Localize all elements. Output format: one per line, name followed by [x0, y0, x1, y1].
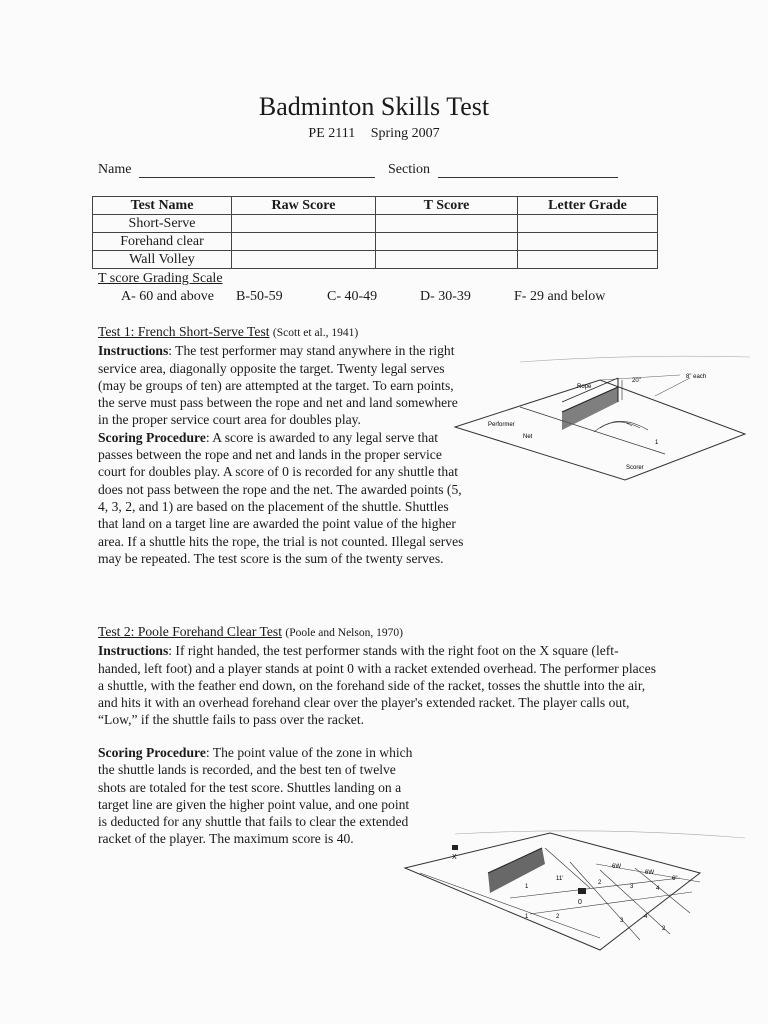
diagram-label-height: 20"	[632, 378, 641, 384]
test2-heading: Test 2: Poole Forehand Clear Test	[98, 624, 282, 639]
grade-d: D- 30-39	[420, 289, 471, 304]
col-header: T Score	[376, 197, 518, 215]
zone-label: 4	[644, 914, 648, 920]
test2-instructions-text: : If right handed, the test performer stands with the right foot on the X square (left-handed, left foot) and a player stands at point 0 with a racket extended overhead. The performer places a shuttle, with the feather end down, on the forehand side of the racket, tosses the shuttle into the air, and hits it with an overhead forehand clear over the player's extended racket. The player calls out, “Low,” if the shuttle fails to pass over the racket.	[98, 643, 657, 728]
diagram-label-net: Net	[523, 434, 533, 440]
zone-label: 2	[556, 914, 560, 920]
test1-scoring-text: : A score is awarded to any legal serve that passes between the rope and net and lands in the proper service court for doubles play. A score of 0 is recorded for any shuttle that does not pass between the rope and the net. The awarded points (5, 4, 3, 2, and 1) are based on the placement of the shuttle. Shuttles that land on a target line are awarded the point value of the higher area. If a shuttle hits the rope, the trial is not counted. Illegal serves may be repeated. The test score is the sum of the twenty serves.	[98, 429, 464, 566]
raw-score-cell	[232, 215, 376, 233]
test2-citation: (Poole and Nelson, 1970)	[285, 627, 403, 639]
table-row	[93, 215, 658, 233]
section-blank	[438, 163, 618, 178]
raw-score-cell	[232, 233, 376, 251]
diagram-label-performer: Performer	[488, 422, 515, 428]
score-table	[92, 196, 658, 269]
grading-scale-title: T score Grading Scale	[98, 271, 223, 286]
diagram-label-6in: 6"	[672, 876, 678, 882]
test1-instructions-label: Instructions	[98, 343, 169, 359]
diagram-label-each: 8" each	[686, 374, 707, 380]
table-row	[93, 251, 658, 269]
course-code: PE 2111	[308, 126, 356, 141]
test2-scoring-text: : The point value of the zone in which the shuttle lands is recorded, and the best ten of twelve shots are totaled for the test score. Shuttles landing on a target line are given the higher point value, and one point is deducted for any shuttle that fails to clear the extended racket of the player. The maximum score is 40.	[98, 745, 413, 847]
page-title: Badminton Skills Test	[258, 92, 490, 121]
test1-citation: (Scott et al., 1941)	[272, 327, 359, 339]
forehand-clear-diagram	[400, 818, 745, 954]
test-name-cell: Short-Serve	[93, 215, 232, 233]
zone-label: 2	[662, 926, 666, 932]
grade-c: C- 40-49	[327, 289, 378, 304]
zone-label: 1	[525, 914, 529, 920]
zone-label: 4	[656, 886, 660, 892]
t-score-cell	[376, 215, 518, 233]
grade-f: F- 29 and below	[514, 289, 606, 304]
letter-grade-cell	[518, 251, 658, 269]
diagram-label-6w-a: 6W	[612, 864, 621, 870]
test2-instructions-label: Instructions	[98, 643, 169, 659]
section-label: Section	[388, 162, 430, 177]
table-header-row	[93, 197, 658, 215]
test1-scoring-label: Scoring Procedure	[98, 429, 206, 445]
col-header: Letter Grade	[518, 197, 658, 215]
section-field	[388, 162, 618, 178]
diagram-label-scorer: Scorer	[626, 465, 644, 471]
test2-scoring-label: Scoring Procedure	[98, 745, 206, 760]
letter-grade-cell	[518, 215, 658, 233]
test1-heading: Test 1: French Short-Serve Test	[98, 324, 270, 339]
diagram-label-6w-b: 6W	[645, 870, 654, 876]
test1-instructions-text: : The test performer may stand anywhere in the right service area, diagonally opposite the target. Twenty legal serves (may be groups of ten) are attempted at the target. To earn points, the serve must pass between the rope and net and land somewhere in the proper service court area for doubles play.	[98, 343, 458, 428]
test1-section	[98, 323, 470, 567]
grade-a: A- 60 and above	[121, 289, 214, 304]
name-label: Name	[98, 162, 132, 177]
name-field	[98, 162, 375, 178]
col-header: Raw Score	[232, 197, 376, 215]
col-header: Test Name	[93, 197, 232, 215]
raw-score-cell	[232, 251, 376, 269]
diagram-label-x: X	[452, 854, 457, 861]
course-term: Spring 2007	[370, 126, 440, 141]
test2-section	[98, 623, 658, 729]
test-name-cell: Forehand clear	[93, 233, 232, 251]
diagram-label-eleven: 11'	[556, 876, 564, 882]
diagram-label-zero: 0	[578, 899, 582, 906]
short-serve-diagram	[450, 352, 750, 482]
t-score-cell	[376, 251, 518, 269]
diagram-label-zone: 1	[655, 440, 659, 446]
diagram-label-rope: Rope	[577, 384, 592, 390]
grade-b: B-50-59	[236, 289, 283, 304]
name-blank	[139, 163, 375, 178]
zone-label: 3	[630, 884, 634, 890]
test2-scoring	[98, 744, 416, 848]
zone-label: 3	[620, 918, 624, 924]
letter-grade-cell	[518, 233, 658, 251]
table-row	[93, 233, 658, 251]
t-score-cell	[376, 233, 518, 251]
course-subtitle	[0, 126, 748, 142]
zone-label: 2	[598, 880, 602, 886]
test-name-cell: Wall Volley	[93, 251, 232, 269]
zone-label: 1	[525, 884, 529, 890]
